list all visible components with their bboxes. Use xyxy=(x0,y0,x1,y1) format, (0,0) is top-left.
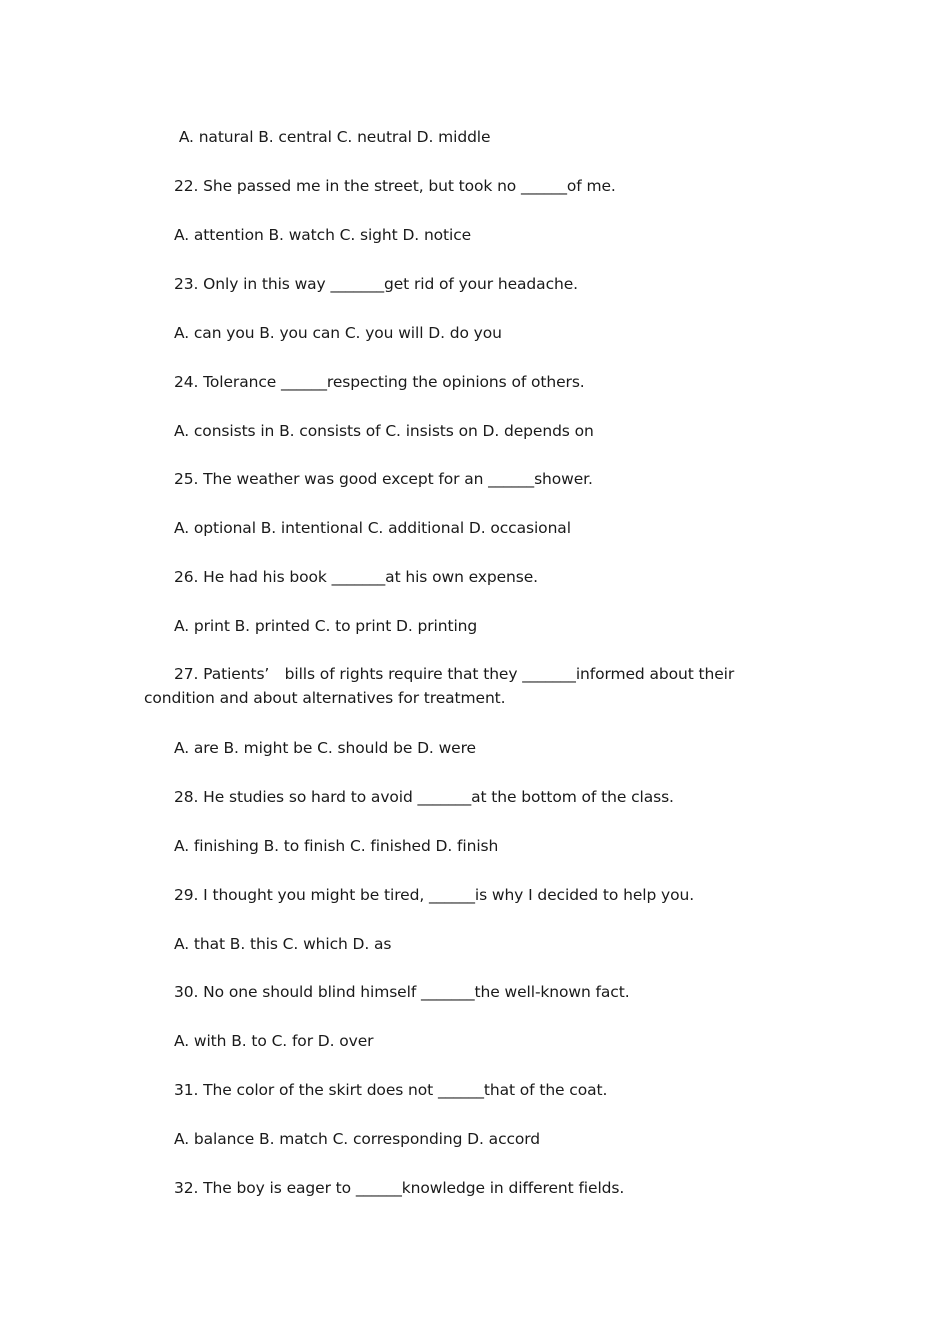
question-30-stem: 30. No one should blind himself _______the well-known fact. xyxy=(174,983,630,1001)
question-31-options: A. balance B. match C. corresponding D. accord xyxy=(174,1130,541,1148)
question-25-options: A. optional B. intentional C. additional D. occasional xyxy=(174,519,571,537)
question-23-stem: 23. Only in this way _______get rid of your headache. xyxy=(174,275,578,293)
question-23-options: A. can you B. you can C. you will D. do you xyxy=(174,324,502,342)
question-29-stem: 29. I thought you might be tired, ______is why I decided to help you. xyxy=(174,886,695,904)
question-29-options: A. that B. this C. which D. as xyxy=(174,935,392,953)
question-21-options: A. natural B. central C. neutral D. middle xyxy=(174,128,491,146)
question-27-stem: 27. Patients’ bills of rights require that they _______informed about their condition and about alternatives for treatment. xyxy=(144,665,735,707)
question-28-stem: 28. He studies so hard to avoid _______at the bottom of the class. xyxy=(174,788,674,806)
question-26-options: A. print B. printed C. to print D. printing xyxy=(174,617,478,635)
question-24-options: A. consists in B. consists of C. insists on D. depends on xyxy=(174,422,594,440)
question-30-options: A. with B. to C. for D. over xyxy=(174,1032,374,1050)
question-31-stem: 31. The color of the skirt does not ______that of the coat. xyxy=(174,1081,608,1099)
question-27-options: A. are B. might be C. should be D. were xyxy=(174,739,476,757)
question-26-stem: 26. He had his book _______at his own expense. xyxy=(174,568,538,586)
question-32-stem: 32. The boy is eager to ______knowledge in different fields. xyxy=(174,1179,625,1197)
question-25-stem: 25. The weather was good except for an ______shower. xyxy=(174,470,593,488)
question-24-stem: 24. Tolerance ______respecting the opinions of others. xyxy=(174,373,585,391)
question-28-options: A. finishing B. to finish C. finished D. finish xyxy=(174,837,499,855)
question-22-options: A. attention B. watch C. sight D. notice xyxy=(174,226,472,244)
question-22-stem: 22. She passed me in the street, but took no ______of me. xyxy=(174,177,616,195)
